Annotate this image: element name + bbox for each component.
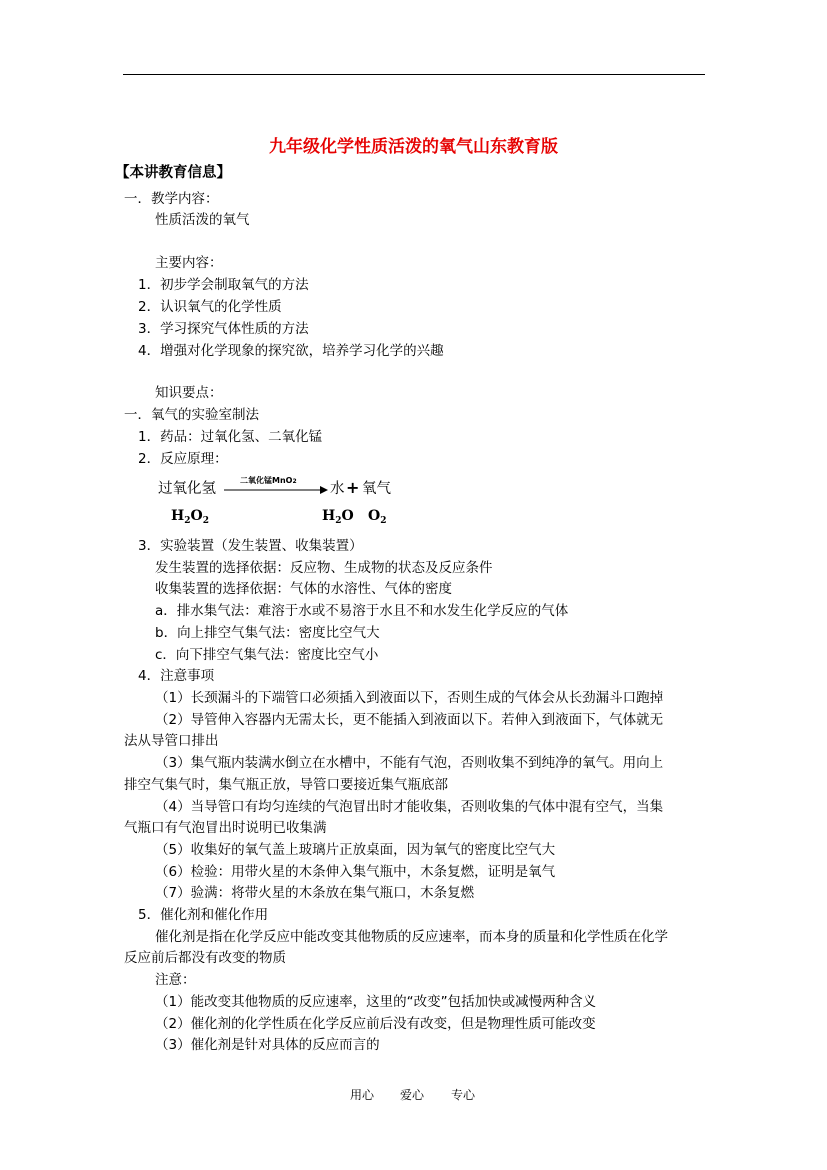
catalyst-note-3: （3）催化剂是针对具体的反应而言的 [155, 1037, 380, 1053]
catalyst-def-line-1: 催化剂是指在化学反应中能改变其他物质的反应速率，而本身的质量和化学性质在化学 [155, 929, 668, 945]
main-item-2: 2．认识氧气的化学性质 [138, 299, 282, 315]
item-1-3-a: a．排水集气法：难溶于水或不易溶于水且不和水发生化学反应的气体 [155, 603, 569, 619]
note-5: （5）收集好的氧气盖上玻璃片正放桌面，因为氧气的密度比空气大 [155, 842, 556, 858]
formula-h2o2: $H_2O_2$ [171, 508, 209, 526]
footer-text-2: 爱心 [400, 1088, 425, 1102]
note-1: （1）长颈漏斗的下端管口必须插入到液面以下，否则生成的气体会从长劲漏斗口跑掉 [155, 690, 664, 706]
note-4-line-2: 气瓶口有气泡冒出时说明已收集满 [124, 820, 327, 836]
equation-product-oxygen: 氧气 [362, 481, 391, 497]
note-2-line-2: 法从导管口排出 [124, 733, 219, 749]
item-1-2: 2．反应原理： [138, 451, 228, 467]
main-content-label: 主要内容： [155, 255, 223, 271]
item-1-3-collector: 收集装置的选择依据：气体的水溶性、气体的密度 [155, 581, 452, 597]
formula-o2: $O_2$ [368, 508, 387, 526]
catalyst-note-label: 注意： [155, 972, 196, 988]
item-1-1: 1．药品：过氧化氢、二氧化锰 [138, 429, 323, 445]
formula-h2o: $H_2O$ [322, 508, 354, 526]
item-1-3-c: c．向下排空气集气法：密度比空气小 [155, 647, 379, 663]
item-1-3: 3．实验装置（发生装置、收集装置） [138, 538, 363, 554]
catalyst-def-line-2: 反应前后都没有改变的物质 [124, 950, 286, 966]
knowledge-points-label: 知识要点： [155, 385, 223, 401]
equation-catalyst: 二氧化锰MnO2 [240, 476, 297, 485]
note-2-line-1: （2）导管伸入容器内无需太长，更不能插入到液面以下。若伸入到液面下，气体就无 [155, 712, 664, 728]
note-6: （6）检验：用带火星的木条伸入集气瓶中，木条复燃，证明是氧气 [155, 864, 556, 880]
topic-line: 性质活泼的氧气 [155, 212, 250, 228]
equation-reactant: 过氧化氢 [158, 481, 216, 497]
note-3-line-2: 排空气集气时，集气瓶正放，导管口要接近集气瓶底部 [124, 777, 448, 793]
main-item-3: 3．学习探究气体性质的方法 [138, 321, 309, 337]
item-1-3-generator: 发生装置的选择依据：反应物、生成物的状态及反应条件 [155, 560, 493, 576]
catalyst-note-2: （2）催化剂的化学性质在化学反应前后没有改变，但是物理性质可能改变 [155, 1016, 596, 1032]
catalyst-note-1: （1）能改变其他物质的反应速率，这里的“改变”包括加快或减慢两种含义 [155, 994, 597, 1010]
note-4-line-1: （4）当导管口有均匀连续的气泡冒出时才能收集，否则收集的气体中混有空气，当集 [155, 799, 664, 815]
main-item-1: 1．初步学会制取氧气的方法 [138, 277, 309, 293]
note-7: （7）验满：将带火星的木条放在集气瓶口，木条复燃 [155, 885, 475, 901]
main-item-4: 4．增强对化学现象的探究欲，培养学习化学的兴趣 [138, 343, 444, 359]
header-rule [123, 74, 705, 75]
document-title: 九年级化学性质活泼的氧气山东教育版 [269, 137, 558, 157]
equation-plus: + [346, 478, 360, 497]
item-1-5: 5．催化剂和催化作用 [138, 907, 269, 923]
note-3-line-1: （3）集气瓶内装满水倒立在水槽中，不能有气泡，否则收集不到纯净的氧气。用向上 [155, 755, 664, 771]
equation-product-water: 水 [330, 481, 345, 497]
section-1-heading: 一．氧气的实验室制法 [124, 407, 259, 423]
teach-content-label: 一．教学内容： [124, 191, 219, 207]
footer-text-3: 专心 [451, 1088, 476, 1102]
item-1-3-b: b．向上排空气集气法：密度比空气大 [155, 625, 380, 641]
section-header: 【本讲教育信息】 [115, 165, 231, 181]
footer-text-1: 用心 [350, 1088, 375, 1102]
item-1-4: 4．注意事项 [138, 668, 215, 684]
